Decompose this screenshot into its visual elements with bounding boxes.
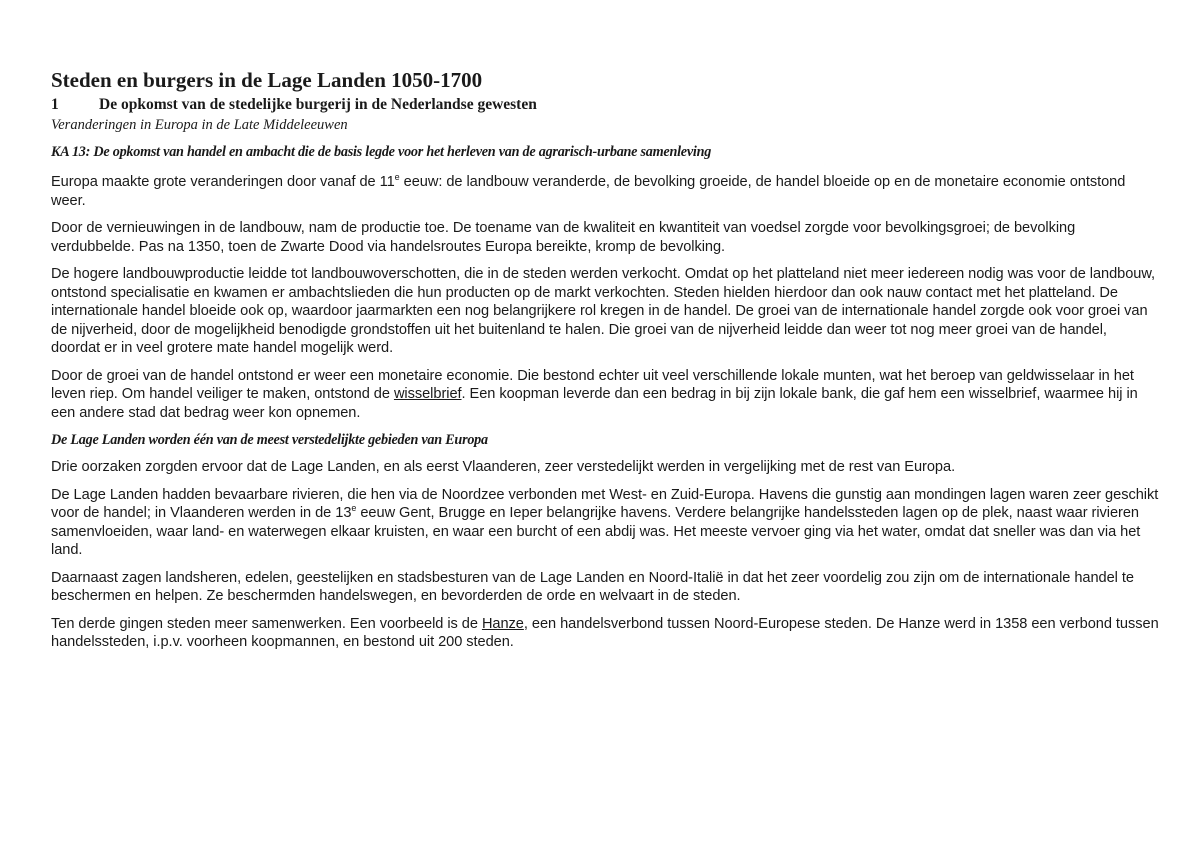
paragraph-2: Door de vernieuwingen in de landbouw, nam de productie toe. De toename van de kwaliteit en kwantiteit van voedsel zorgde voor bevolkingsgroei; de bevolking verdubbelde. Pas na 1350, toen de Zwarte Dood via handelsroutes Europa bereikte, kromp de bevolking. bbox=[51, 220, 1076, 255]
paragraph-4-text-a: Door de groei van de handel ontstond er weer een monetaire economie. Die bestond echter uit veel verschillende lokale munten, wat het beroep van geldwisselaar in het leven riep. Om handel veiliger te maken, ontstond de bbox=[51, 367, 1134, 402]
paragraph-7: Daarnaast zagen landsheren, edelen, geestelijken en stadsbesturen van de Lage Landen en Noord-Italië in dat het zeer voordelig zou zijn om de internationale handel te beschermen en helpen. Ze beschermden handelswegen, en bevorderden de orde en welvaart in de steden. bbox=[51, 569, 1134, 604]
paragraph-6-text-b: eeuw Gent, Brugge en Ieper belangrijke havens. Verdere belangrijke handelssteden lagen op de plek, naast waar rivieren samenvloeiden, waar land- en waterwegen elkaar kruisten, en waar een burcht of een abdij was. Het meeste vervoer ging via het water, omdat dat sneller was dan via het land. bbox=[51, 505, 1141, 558]
paragraph-8-text-a: Ten derde gingen steden meer samenwerken. Een voorbeeld is de bbox=[51, 615, 482, 632]
paragraph-6-superscript: e bbox=[351, 503, 357, 514]
paragraph-4-text-b: . Een koopman leverde dan een bedrag in bij zijn lokale bank, die gaf hem een wisselbrief, waarmee hij in een andere stad dat bedrag weer kon opnemen. bbox=[51, 386, 1138, 421]
wisselbrief-link[interactable]: wisselbrief bbox=[393, 386, 462, 402]
paragraph-4 bbox=[51, 367, 1159, 423]
chapter-number: 1 bbox=[51, 96, 59, 113]
chapter-title: De opkomst van de stedelijke burgerij in de Nederlandse gewesten bbox=[99, 96, 537, 113]
chapter-heading bbox=[51, 95, 1159, 115]
paragraph-1-text-b: eeuw: de landbouw veranderde, de bevolking groeide, de handel bloeide op en de monetaire economie ontstond weer. bbox=[51, 174, 1126, 209]
paragraph-6-text-a: De Lage Landen hadden bevaarbare rivieren, die hen via de Noordzee verbonden met West- en Zuid-Europa. Havens die gunstig aan mondingen lagen waren zeer geschikt voor de handel; in Vlaanderen werden in de 13 bbox=[51, 486, 1159, 521]
paragraph-3: De hogere landbouwproductie leidde tot landbouwoverschotten, die in de steden werden verkocht. Omdat op het platteland niet meer iedereen nodig was voor de landbouw, ontstond specialisatie en kwamen er ambachtslieden die hun producten op de markt verkochten. Steden hielden hierdoor dan ook nauw contact met het platteland. De internationale handel bloeide ook op, waardoor jaarmarkten een nog belangrijkere rol kregen in de handel. De groei van de internationale handel zorgde ook voor groei van de nijverheid, door de mogelijkheid benodigde grondstoffen uit het buitenland te halen. Die groei van de nijverheid leidde dan weer tot nog meer groei van de handel, doordat er in veel grotere mate handel mogelijk werd. bbox=[51, 266, 1156, 356]
paragraph-8-text-b: , een handelsverbond tussen Noord-Europese steden. De Hanze werd in 1358 een verbond tussen handelssteden, i.p.v. voorheen koopmannen, en bestond uit 200 steden. bbox=[51, 615, 1159, 650]
paragraph-1-superscript: e bbox=[394, 172, 400, 183]
ka-heading: KA 13: De opkomst van handel en ambacht die de basis legde voor het herleven van de agrarisch-urbane samenleving bbox=[51, 144, 712, 160]
paragraph-5: Drie oorzaken zorgden ervoor dat de Lage Landen, en als eerst Vlaanderen, zeer verstedelijkt werden in vergelijking met de rest van Europa. bbox=[51, 459, 956, 475]
paragraph-1 bbox=[51, 173, 1159, 210]
section-subtitle: Veranderingen in Europa in de Late Middeleeuwen bbox=[51, 117, 348, 133]
paragraph-8 bbox=[51, 615, 1159, 652]
document-title: Steden en burgers in de Lage Landen 1050-1700 bbox=[51, 68, 483, 92]
paragraph-6 bbox=[51, 486, 1159, 560]
document-page bbox=[51, 66, 1159, 652]
hanze-link[interactable]: Hanze bbox=[481, 615, 524, 632]
section-2-heading: De Lage Landen worden één van de meest verstedelijkte gebieden van Europa bbox=[51, 432, 488, 448]
paragraph-1-text-a: Europa maakte grote veranderingen door vanaf de 11 bbox=[51, 174, 395, 190]
